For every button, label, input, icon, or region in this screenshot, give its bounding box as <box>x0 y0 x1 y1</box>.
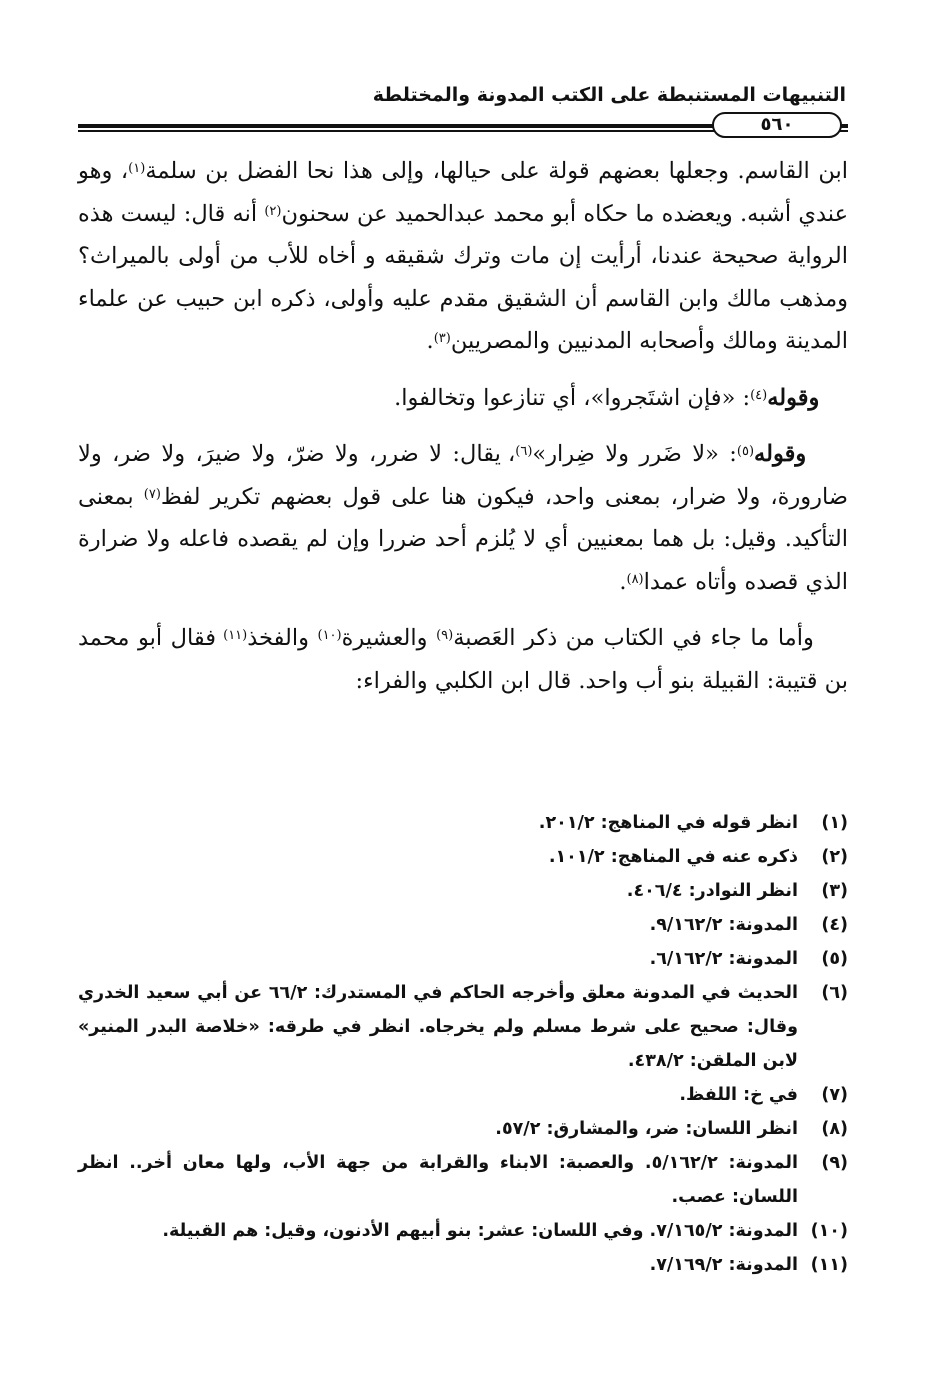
paragraph-4 <box>78 617 848 702</box>
footnote-ref-10: (١٠) <box>317 628 342 643</box>
footnote-number: (٣) <box>821 881 848 901</box>
paragraph-2-text-a: : «فإن اشتَجروا»، أي تنازعوا وتخالفوا. <box>394 384 751 411</box>
footnote-text: المدونة: ٧/١٦٩/٢. <box>649 1255 798 1275</box>
footnote-ref-5: (٥) <box>736 444 755 459</box>
footnote-ref-7: (٧) <box>143 486 161 502</box>
footnote-number: (٨) <box>821 1119 848 1139</box>
footnote-text: ذكره عنه في المناهج: ١٠١/٢. <box>548 847 798 867</box>
footnote-number: (٢) <box>821 847 848 867</box>
paragraph-1-text-d: . <box>426 328 434 354</box>
footnote-ref-6: (٦) <box>515 444 533 459</box>
footnote-number: (٦) <box>821 983 848 1003</box>
footnote-text: المدونة: ٩/١٦٢/٢. <box>649 915 798 935</box>
footnote-ref-1: (١) <box>128 161 146 176</box>
paragraph-3-text-b: ، يقال: لا ضرر، ولا ضرّ، ولا ضيرَ، ولا ضر، ولا ضارورة، ولا ضرار، بمعنى واحد، فيكون هنا على قول بعضهم تكرير لفظ <box>78 441 848 510</box>
paragraph-1 <box>78 150 848 363</box>
paragraph-2-keyword: وقوله <box>767 384 820 411</box>
paragraph-4-text-b: والعشيرة <box>341 625 437 651</box>
footnote-ref-4: (٤) <box>750 387 768 403</box>
paragraph-3 <box>78 433 848 603</box>
footnote-text: انظر اللسان: ضر، والمشارق: ٥٧/٢. <box>495 1119 798 1139</box>
footnote-text: المدونة: ٥/١٦٢/٢. والعصبة: الابناء والقرابة من جهة الأب، ولها معان أخر.. انظر اللسان: عصب. <box>78 1153 798 1207</box>
paragraph-1-text-b: ، وهو عندي أشبه. ويعضده ما حكاه أبو محمد عبدالحميد عن سحنون <box>78 158 848 227</box>
paragraph-2 <box>78 377 848 420</box>
page-number: ٥٦٠ <box>712 112 842 138</box>
footnote-item <box>78 806 848 840</box>
footnote-ref-2: (٢) <box>264 203 282 219</box>
footnote-item <box>78 908 848 942</box>
footnote-ref-11: (١١) <box>223 628 248 643</box>
footnote-item <box>78 1112 848 1146</box>
footnote-number: (٩) <box>821 1153 848 1173</box>
footnote-ref-3: (٣) <box>433 331 451 346</box>
footnote-item <box>78 1146 848 1214</box>
paragraph-4-text-a: وأما ما جاء في الكتاب من ذكر العَصبة <box>453 625 814 651</box>
footnote-text: الحديث في المدونة معلق وأخرجه الحاكم في المستدرك: ٦٦/٢ عن أبي سعيد الخدري وقال: صحيح على شرط مسلم ولم يخرجاه. انظر في طرقه: «خلاصة البدر المنير» لابن الملقن: ٤٣٨/٢. <box>78 983 798 1071</box>
footnote-number: (٧) <box>821 1085 848 1105</box>
paragraph-4-text-c: والفخذ <box>247 625 318 651</box>
footnote-item <box>78 1214 848 1248</box>
header-rule <box>78 112 848 136</box>
paragraph-3-text-a: : «لا ضَرر ولا ضِرار» <box>532 441 737 467</box>
footnote-text: في خ: اللفظ. <box>679 1085 798 1105</box>
footnote-number: (١٠) <box>810 1221 848 1241</box>
footnote-ref-8: (٨) <box>626 571 644 587</box>
footnote-number: (١) <box>821 813 848 833</box>
footnote-item <box>78 840 848 874</box>
footnote-text: انظر النوادر: ٤٠٦/٤. <box>626 881 798 901</box>
paragraph-3-text-c: بمعنى التأكيد. وقيل: بل هما بمعنيين أي لا يُلزم أحد ضررا وإن لم يقصده فاعله ولا ضرارة الذي قصده وأتاه عمدا <box>78 483 848 595</box>
footnote-ref-9: (٩) <box>436 628 454 643</box>
footnote-number: (٥) <box>821 949 848 969</box>
paragraph-4-text-d: فقال أبو محمد بن قتيبة: القبيلة بنو أب واحد. قال ابن الكلبي والفراء: <box>78 625 848 694</box>
paragraph-3-text-d: . <box>619 568 627 595</box>
footnote-text: انظر قوله في المناهج: ٢٠١/٢. <box>538 813 798 833</box>
footnote-item <box>78 874 848 908</box>
footnote-item <box>78 1248 848 1282</box>
footnote-text: المدونة: ٧/١٦٥/٢. وفي اللسان: عشر: بنو أبيهم الأدنون، وقيل: هم القبيلة. <box>162 1221 798 1241</box>
footnote-text: المدونة: ٦/١٦٢/٢. <box>649 949 798 969</box>
paragraph-1-text-c: أنه قال: ليست هذه الرواية صحيحة عندنا، أرأيت إن مات وترك شقيقه و أخاه للأب من أولى بالميراث؟ ومذهب مالك وابن القاسم أن الشقيق مقدم عليه وأولى، ذكره ابن حبيب عن علماء المدينة ومالك وأصحابه المدنيين والمصريين <box>78 200 848 354</box>
footnote-item <box>78 942 848 976</box>
footnote-item <box>78 976 848 1078</box>
footnote-number: (٤) <box>821 915 848 935</box>
main-text <box>78 150 848 716</box>
paragraph-1-text-a: ابن القاسم. وجعلها بعضهم قولة على حيالها، وإلى هذا نحا الفضل بن سلمة <box>145 158 848 184</box>
footnote-item <box>78 1078 848 1112</box>
footnote-number: (١١) <box>810 1255 848 1275</box>
running-title: التنبيهات المستنبطة على الكتب المدونة والمختلطة <box>372 84 846 106</box>
paragraph-3-keyword: وقوله <box>754 441 807 467</box>
footnotes <box>78 806 848 1282</box>
